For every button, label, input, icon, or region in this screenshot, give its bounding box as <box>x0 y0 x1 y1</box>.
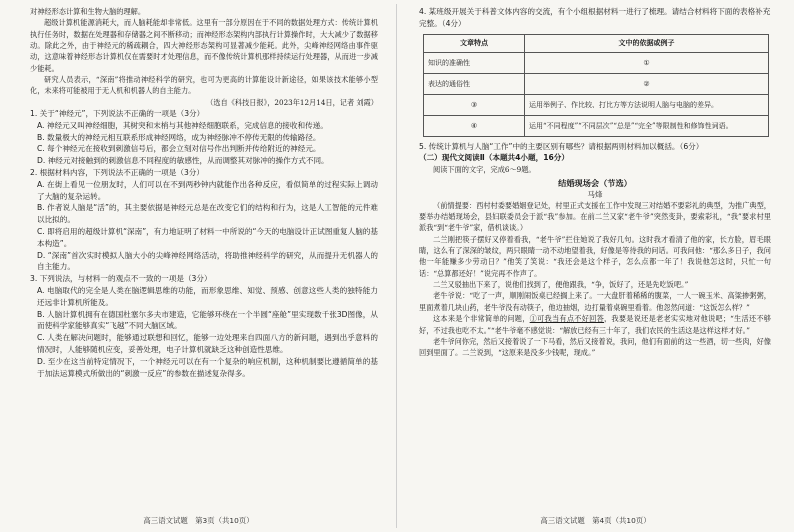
question-3-option-a: A. 电脑取代的完全是人类在脑逻辑思维的功能，而形象思维、知觉、预感、创意这些人类的独特能力还远非计算机所能及。 <box>37 286 378 307</box>
underlined-sentence: ①可我当有点不好回答 <box>529 314 604 324</box>
passage-paragraph: 研究人员表示，“深南”将推动神经科学的研究，也可为更高的计算能设计新途径，如果该技术能够小型化，未来将可能被用于无人机和机器人的自主能力。 <box>30 75 378 96</box>
question-4: 4. 某班级开展关于科普文体内容的交流，有个小组根据材料一进行了梳理。请结合材料将下面的表格补充完整。（4分） <box>419 7 771 28</box>
passage-paragraph: 超级计算机能源消耗大，而人脑耗能却非常低。这里有一部分原因在于不同的数据处理方式：传统计算机执行任务时，数据在处理器和存储器之间不断移动；而神经形态架构内部执行计算操作时，大大减少了数据移动。除此之外，由于神经元的稀疏耦合，四大神经形态架构可显著减少能耗。此外，尖峰神经网络由事件驱动，这意味着神经形态计算机仅在需要时才处理信息，而不像传统计算机那样持续运行处理器，从而进一步减少能耗。 <box>30 18 378 73</box>
section-intro: 阅读下面的文字，完成6～9题。 <box>433 165 536 175</box>
story-paragraph: 二兰又驳抽出下来了，说他们找到了，便他跟我，“争，饭好了，还是先吃饭吧。” <box>433 280 689 290</box>
table-cell-feature: 表达的通俗性 <box>424 73 525 94</box>
section-heading: （二）现代文阅读Ⅱ（本题共4小题，16分） <box>419 153 569 163</box>
table-row <box>424 52 769 73</box>
table-row <box>424 115 769 136</box>
table-row <box>424 94 769 115</box>
table-header-row <box>424 34 769 52</box>
story-paragraph: 老牛爷问你完，然后又接着说了一下马看，然后又接着说，我问，他们有面前的这一些酒，切一些肉，好像回到里面了。二兰说到，“这原来是没多少钱呢，现成。” <box>419 336 771 358</box>
page-4-footer: 高三语文试题 第4页（共10页） <box>540 516 651 525</box>
question-3-option-c: C. 人类在解决问题时，能够通过联想和回忆，能够一边处理来自四面八方的新问题，遇到出乎意料的情况时，人能够随机应变，妥善处理，电子计算机就缺乏这种创造性思维。 <box>37 333 378 355</box>
table-cell-evidence: 运用“不同程度”“不同层次”“总是”“完全”等限制性和修饰性词语。 <box>525 115 769 136</box>
story-paragraph <box>419 313 771 336</box>
story-author: 马烽 <box>587 189 603 199</box>
passage-source: （选自《科技日报》，2023年12月14日，记者 刘霞） <box>206 97 378 107</box>
question-3: 3. 下列说法，与材料一的观点不一致的一项是（3分） <box>30 274 212 284</box>
story-paragraph: 二兰刚把筷子摆好又停着看我，“老牛爷”拦住她说了我好几句。这时我才看清了他的家，长方脸，眉毛眼睛，这么有了深深的皱纹，两只眼睛一动不动地望着我，好像是等待我的问话。可我问他：“那么多日子，我问他一年能赚多少劳动日？”他笑了笑说：“我还会是这个样子，怎么点都一年了！我说他怎这时，只忙一句话：“总算都还好！”说完再不作声了。 <box>419 234 771 278</box>
question-3-option-b: B. 人脑计算机拥有在德国杜塞尔多夫市建造，它能够环绕在一个半圆“座舱”里实现数千张3D图像，从而使科学家能够真实“飞越”不同大脑区域。 <box>37 309 378 331</box>
question-3-option-d: D. 至少在这当前特定情况下，一个神经元可以在有一个复杂的响应机制，这种机制要比遵循简单的基于加法运算模式所做出的“刺激一反应”的参数在描述复杂得多。 <box>37 356 378 378</box>
table-cell-feature: 知识的准确性 <box>424 52 525 73</box>
page-4 <box>397 0 794 532</box>
story-paragraph: 老牛爷说：“吃了一声，顺刚闹饭桌已经搁上来了。一大盘肝着稀稀的腹菜，一人一碗玉米、高粱掺粥粥，里面煮着几块山药，老牛爷没有动筷子，他边抽烟，边打量着桌碗里看着。他忽然问道：“这饭怎么样？” <box>419 291 771 312</box>
question-2-option-d: D. “深南”首次实时模拟人脑大小的尖峰神经网络活动，将助推神经科学的研究，从而提升无机器人的自主能力。 <box>37 250 378 272</box>
feature-table <box>423 34 769 137</box>
question-1-option-b: B. 数量极大的神经元相互联系形成神经网络，成为神经脉冲不停传无限的传输路径。 <box>37 132 321 142</box>
question-5: 5. 传统计算机与人脑“工作”中的主要区别有哪些？请根据两则材料加以概括。（6分） <box>419 141 704 151</box>
table-header-feature: 文章特点 <box>424 34 525 52</box>
story-text: 这本来是个非常简单的问题， <box>433 314 530 324</box>
table-cell-blank: ③ <box>424 94 525 115</box>
table-header-evidence: 文中的依据或例子 <box>525 34 769 52</box>
page-3-content <box>30 6 378 379</box>
story-paragraph: （前情提要：西村村委要婚姻登记处，村里正式支援在工作中发现三对结婚不要彩礼的典型，为推广典型，要举办结婚现场会，县妇联委员会于派“我”参加。在前二兰又家“老牛爷”突然变卦，要索彩礼，“我”要求村里派我“到“老牛爷”家，借机谈谈。） <box>419 200 771 233</box>
question-2-option-b: B. 作者说人脑是“活”的，其主要依据是神经元总是在改变它们的结构和行为，这是人工智能的元件难以比拟的。 <box>37 203 378 225</box>
question-1-option-c: C. 每个神经元在接收到刺激信号后，都会立刻对信号作出判断并传给附近的神经元。 <box>37 144 321 154</box>
page-3-footer: 高三语文试题 第3页（共10页） <box>143 516 254 525</box>
table-cell-evidence: 运用举例子、作比较、打比方等方法说明人脑与电脑的差异。 <box>525 94 769 115</box>
passage-paragraph: 对神经形态计算和生物大脑的理解。 <box>30 7 146 16</box>
table-cell-blank: ① <box>525 52 769 73</box>
question-2-option-a: A. 在街上看见一位朋友时，人们可以在不到两秒钟内就能作出各种反应，看似简单的过程实际上调动了大脑的复杂运转。 <box>37 179 378 201</box>
question-1-option-a: A. 神经元又叫神经细胞，其树突和末梢与其他神经细胞联系，完成信息的接收和传递。 <box>37 120 328 130</box>
page-4-content <box>419 6 771 359</box>
story-text: ，我要是说还是老老实实地对他说吧；“生活还不够好，不过我也吃不太。”“老牛爷毫不感觉说：“解放已经有三十年了，我们农民的生活这是这样这样才好。” <box>419 314 771 335</box>
table-cell-blank: ② <box>525 73 769 94</box>
story-title: 结婚现场会（节选） <box>558 177 632 188</box>
table-row <box>424 73 769 94</box>
question-1-option-d: D. 神经元对接触到的刺激信息不同程度的敏感性，从而调整其对脉冲的操作方式不同。 <box>37 156 329 166</box>
table-cell-blank: ④ <box>424 115 525 136</box>
question-2-option-c: C. 即将启用的超级计算机“深南”，有力地证明了材料一中所说的“今天的电脑设计正试图重复人脑的基本构造”。 <box>37 227 378 248</box>
question-2: 2. 根据材料内容，下列说法不正确的一项是（3分） <box>30 168 204 178</box>
question-1: 1. 关于“神经元”，下列说法不正确的一项是（3分） <box>30 109 205 119</box>
